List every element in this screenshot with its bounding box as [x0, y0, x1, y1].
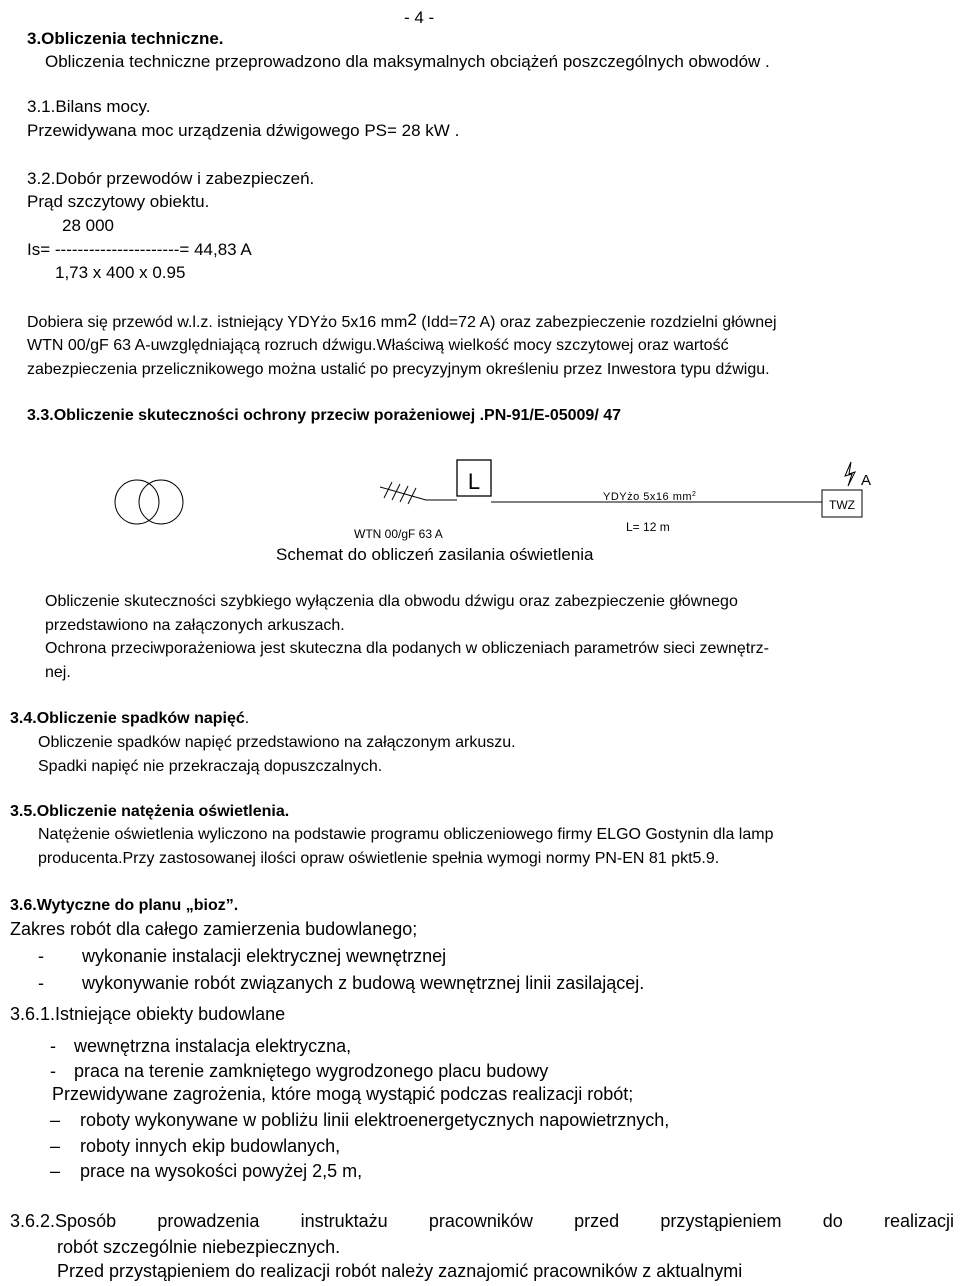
section-3-2-paragraph-line-3: zabezpieczenia przelicznikowego można ustalić po precyzyjnym określeniu przez Inwestora typu dźwigu.: [27, 361, 770, 378]
section-3-5-line-1: Natężenie oświetlenia wyliczono na podstawie programu obliczeniowego firmy ELGO Gostynin dla lamp: [38, 826, 774, 843]
schematic-caption: Schemat do obliczeń zasilania oświetlenia: [276, 545, 594, 564]
section-3-4-line-1: Obliczenie spadków napięć przedstawiono na załączonym arkuszu.: [38, 734, 516, 751]
section-3-2-paragraph-line-1: [27, 310, 777, 331]
transformer-circle-right: [139, 480, 183, 524]
scope-item-1: [38, 947, 446, 965]
a-label: A: [861, 472, 872, 489]
cable-label-sup: 2: [692, 491, 697, 498]
hazard-item-2: [50, 1137, 340, 1155]
section-3-5-heading: 3.5.Obliczenie natężenia oświetlenia.: [10, 803, 290, 820]
subsection-3-6-2-line-3: Przed przystąpieniem do realizacji robót należy zaznajomić pracowników z aktualnymi: [57, 1261, 743, 1281]
section-3-3-heading: 3.3.Obliczenie skuteczności ochrony przeciw porażeniowej .PN-91/E-05009/ 47: [27, 407, 621, 424]
section-3-3-line-4: nej.: [45, 664, 71, 681]
scope-item-text: wykonanie instalacji elektrycznej wewnętrznej: [82, 946, 447, 966]
lightning-icon: [845, 462, 855, 486]
hazard-item-text: roboty wykonywane w pobliżu linii elektroenergetycznych napowietrznych,: [80, 1110, 670, 1130]
hazard-item-1: [50, 1111, 669, 1129]
section-3-text: Obliczenia techniczne przeprowadzono dla maksymalnych obciążeń poszczególnych obwodów .: [45, 52, 770, 71]
section-3-4-heading-wrap: [10, 711, 249, 727]
list-dash: -: [50, 1036, 56, 1056]
list-dash: –: [50, 1110, 61, 1130]
section-3-4-heading: 3.4.Obliczenie spadków napięć: [10, 710, 245, 727]
section-3-3-line-3: Ochrona przeciwporażeniowa jest skuteczna dla podanych w obliczeniach parametrów sieci zewnętrz-: [45, 640, 769, 657]
section-3-2-line-1: Prąd szczytowy obiektu.: [27, 192, 210, 211]
page-number: - 4 -: [404, 8, 435, 27]
existing-item-1: [50, 1037, 351, 1055]
formula-numerator: 28 000: [62, 216, 114, 235]
section-3-5-line-2: producenta.Przy zastosowanej ilości opraw oświetlenie spełnia wymogi normy PN-EN 81 pkt5.9.: [38, 850, 720, 867]
list-dash: –: [50, 1136, 61, 1156]
scope-intro: Zakres robót dla całego zamierzenia budowlanego;: [10, 919, 418, 939]
length-label: L= 12 m: [626, 520, 670, 534]
list-dash: -: [38, 946, 44, 966]
section-3-4-line-2: Spadki napięć nie przekraczają dopuszczalnych.: [38, 758, 383, 775]
hazard-item-text: prace na wysokości powyżej 2,5 m,: [80, 1161, 363, 1181]
subsection-3-6-1-heading: 3.6.1.Istniejące obiekty budowlane: [10, 1004, 286, 1024]
formula-current: Is= ----------------------= 44,83 A: [27, 240, 252, 259]
subsection-3-6-2-line-2: robót szczególnie niebezpiecznych.: [57, 1237, 341, 1257]
scope-item-text: wykonywanie robót związanych z budową wewnętrznej linii zasilającej.: [82, 973, 645, 993]
formula-denominator: 1,73 x 400 x 0.95: [55, 263, 186, 282]
hazards-intro: Przewidywane zagrożenia, które mogą wystąpić podczas realizacji robót;: [52, 1084, 634, 1104]
section-3-4-heading-dot: .: [244, 710, 250, 727]
twz-label: TWZ: [829, 498, 855, 512]
section-3-1-heading: 3.1.Bilans mocy.: [27, 97, 151, 116]
fuse-symbol: [380, 482, 426, 504]
cable-text-sup: 2: [407, 310, 417, 329]
list-dash: –: [50, 1161, 61, 1181]
cable-label-text: YDYżo 5x16 mm: [603, 491, 693, 503]
section-3-3-line-2: przedstawiono na załączonych arkuszach.: [45, 617, 345, 634]
section-3-1-text: Przewidywana moc urządzenia dźwigowego PS= 28 kW .: [27, 121, 460, 140]
fuse-label: WTN 00/gF 63 A: [354, 527, 443, 541]
hazard-item-text: roboty innych ekip budowlanych,: [80, 1136, 341, 1156]
power-supply-schematic: [0, 450, 960, 570]
existing-item-2: [50, 1062, 548, 1080]
list-dash: -: [38, 973, 44, 993]
cable-label: [603, 491, 696, 503]
distribution-box-label: L: [467, 469, 481, 494]
transformer-circle-left: [115, 480, 159, 524]
list-dash: -: [50, 1061, 56, 1081]
cable-text-pre: Dobiera się przewód w.l.z. istniejący YDYżo 5x16 mm: [27, 314, 408, 331]
section-3-heading: 3.Obliczenia techniczne.: [27, 29, 224, 48]
scope-item-2: [38, 974, 644, 992]
existing-item-text: praca na terenie zamkniętego wygrodzonego placu budowy: [74, 1061, 549, 1081]
cable-text-post: (Idd=72 A) oraz zabezpieczenie rozdzielni głównej: [416, 314, 777, 331]
section-3-2-paragraph-line-2: WTN 00/gF 63 A-uwzględniającą rozruch dźwigu.Właściwą wielkość mocy szczytowej oraz wartość: [27, 337, 729, 354]
section-3-2-heading: 3.2.Dobór przewodów i zabezpieczeń.: [27, 169, 315, 188]
subsection-3-6-2-line-1: 3.6.2.Sposób prowadzenia instruktażu pracowników przed przystąpieniem do realizacji: [10, 1211, 954, 1231]
section-3-3-line-1: Obliczenie skuteczności szybkiego wyłączenia dla obwodu dźwigu oraz zabezpieczenie głównego: [45, 593, 738, 610]
hazard-item-3: [50, 1162, 362, 1180]
existing-item-text: wewnętrzna instalacja elektryczna,: [74, 1036, 352, 1056]
section-3-6-heading: 3.6.Wytyczne do planu „bioz”.: [10, 897, 239, 914]
